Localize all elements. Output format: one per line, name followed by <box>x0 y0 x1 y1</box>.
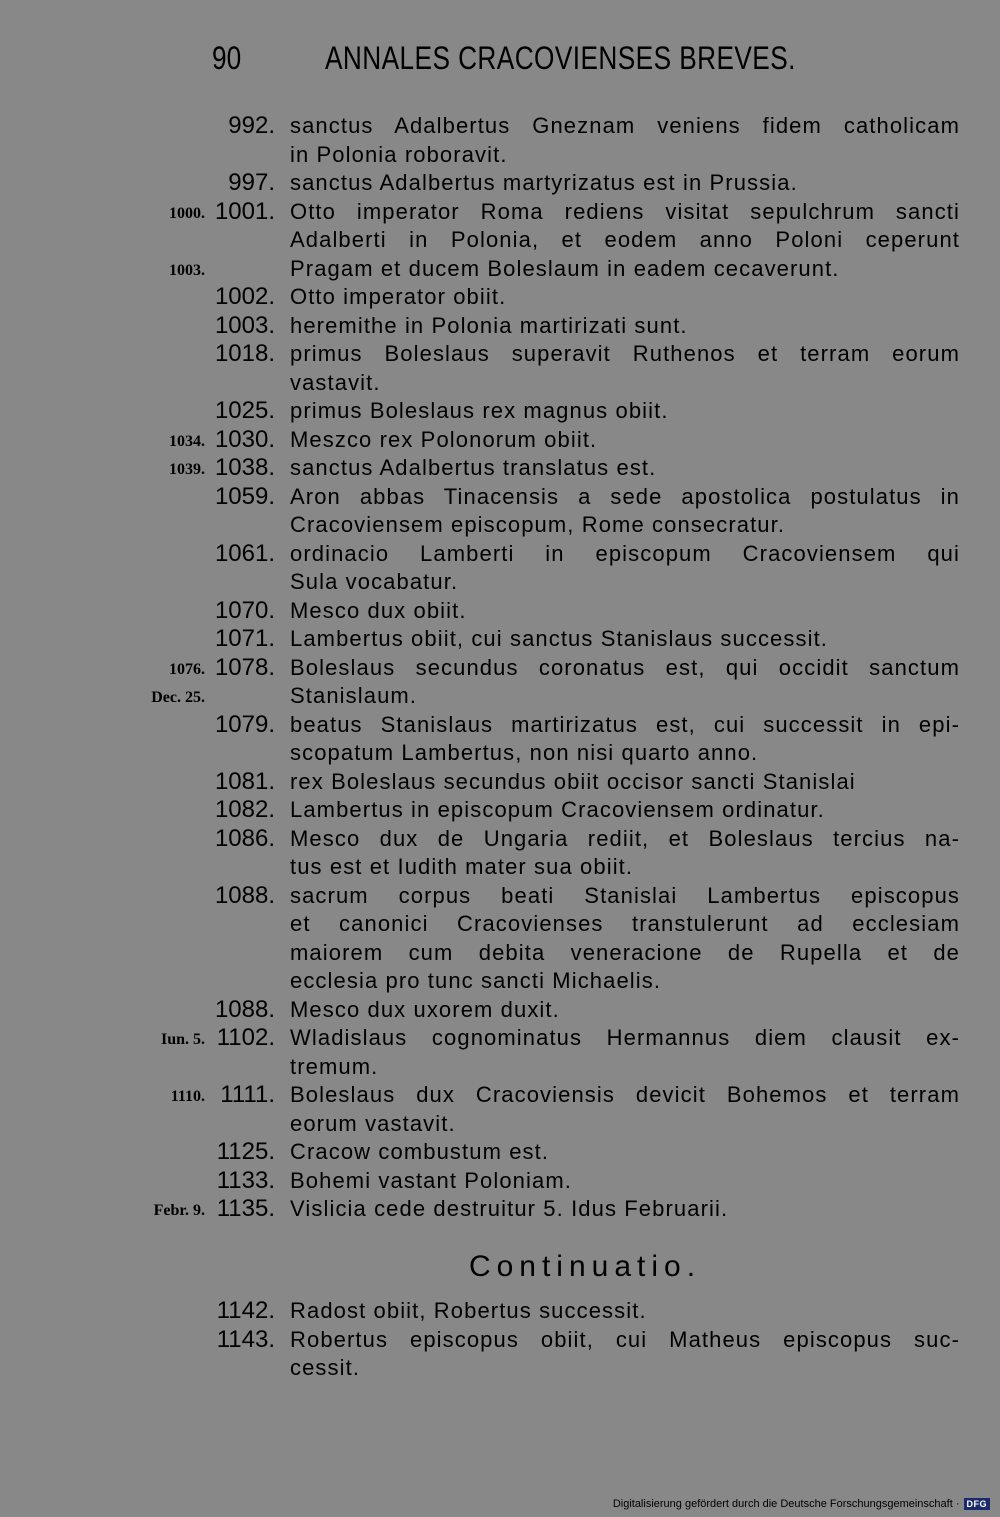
section-heading-continuatio: Continuatio. <box>468 1250 702 1283</box>
side-note: 1076. <box>169 660 205 678</box>
entry-year: 1038. <box>214 454 275 481</box>
entry-year: 1088. <box>214 881 275 909</box>
side-note: Iun. 5. <box>160 1031 205 1048</box>
entry-year: 1125. <box>216 1138 275 1165</box>
entry-text: Sula vocabatur. <box>290 569 459 594</box>
page-header <box>0 40 1000 80</box>
entry-text: Radost obiit, Robertus successit. <box>290 1298 647 1323</box>
entry-text: eorum vastavit. <box>290 1110 456 1136</box>
entry-year: 1025. <box>214 397 275 424</box>
entry-text: et canonici Cracovienses transtulerunt ad ecclesiam <box>290 911 960 936</box>
annal-entry <box>0 796 1000 825</box>
entry-line <box>0 1024 1000 1053</box>
annal-entry <box>0 1297 1000 1326</box>
entry-text: Boleslaus secundus coronatus est, qui occidit sanctum <box>290 654 960 680</box>
entry-year: 997. <box>228 169 275 196</box>
entry-year: 1133. <box>216 1166 275 1194</box>
entry-line <box>0 1081 1000 1110</box>
annal-entry <box>0 825 1000 882</box>
entry-text: tus est et Iudith mater sua obiit. <box>290 854 634 879</box>
page-number: 90 <box>212 40 242 76</box>
entry-text: primus Boleslaus superavit Ruthenos et terram eorum <box>290 341 960 366</box>
annal-entry <box>0 198 1000 284</box>
annal-entry <box>0 483 1000 540</box>
entry-text: maiorem cum debita veneracione de Rupella et de <box>290 939 960 965</box>
entry-text: scopatum Lambertus, non nisi quarto anno. <box>290 740 759 765</box>
entry-year: 1142. <box>216 1297 275 1324</box>
entry-text: Wladislaus cognominatus Hermannus diem clausit ex- <box>290 1025 960 1050</box>
annal-entry <box>0 426 1000 455</box>
footer-credit: Digitalisierung gefördert durch die Deutsche Forschungsgemeinschaft · <box>612 1498 960 1510</box>
entry-year: 1079. <box>214 710 275 738</box>
entry-line <box>0 454 1000 483</box>
entry-year: 1086. <box>214 824 275 852</box>
annal-entry <box>0 312 1000 341</box>
entry-line <box>0 1138 1000 1167</box>
annal-entry <box>0 711 1000 768</box>
entry-year: 1018. <box>214 340 275 367</box>
entry-year: 1070. <box>214 596 275 624</box>
annal-entry <box>0 112 1000 169</box>
entry-line <box>0 141 1000 170</box>
entry-line <box>0 796 1000 825</box>
annal-entry <box>0 625 1000 654</box>
entry-line <box>0 369 1000 398</box>
entry-text: beatus Stanislaus martirizatus est, cui successit in epi- <box>290 711 960 737</box>
side-note: 1003. <box>169 261 205 279</box>
entry-line <box>0 910 1000 939</box>
annal-entry <box>0 540 1000 597</box>
entry-text: sacrum corpus beati Stanislai Lambertus episcopus <box>290 882 960 908</box>
entry-line <box>0 1195 1000 1224</box>
entry-line <box>0 597 1000 626</box>
entry-line <box>0 882 1000 911</box>
entry-line <box>0 825 1000 854</box>
entry-line <box>0 397 1000 426</box>
side-note: Dec. 25. <box>151 689 205 706</box>
entry-line <box>0 768 1000 797</box>
entry-text: sanctus Adalbertus Gneznam veniens fidem catholicam <box>290 113 960 138</box>
annal-entry <box>0 169 1000 198</box>
entry-line <box>0 1297 1000 1326</box>
entry-text: Mesco dux uxorem duxit. <box>290 996 560 1022</box>
entry-text: Cracoviensem episcopum, Rome consecratur. <box>290 512 786 537</box>
entry-year: 1001. <box>214 197 275 225</box>
entry-line <box>0 711 1000 740</box>
entry-line <box>0 1167 1000 1196</box>
entry-text: primus Boleslaus rex magnus obiit. <box>290 398 669 423</box>
entry-text: Adalberti in Polonia, et eodem anno Poloni ceperunt <box>290 227 960 252</box>
entry-text: Robertus episcopus obiit, cui Matheus episcopus suc- <box>290 1326 960 1352</box>
entry-year: 1030. <box>214 425 275 453</box>
annal-entry <box>0 283 1000 312</box>
annal-entry <box>0 1167 1000 1196</box>
dfg-logo: DFG <box>964 1498 991 1510</box>
entry-text: rex Boleslaus secundus obiit occisor sancti Stanislai <box>290 768 856 794</box>
side-note: 1034. <box>169 432 205 450</box>
entry-text: Mesco dux obiit. <box>290 597 467 623</box>
entry-year: 1111. <box>220 1081 275 1108</box>
entry-text: vastavit. <box>290 369 381 395</box>
entry-year: 1002. <box>214 283 275 310</box>
annal-entry <box>0 1024 1000 1081</box>
side-note: Febr. 9. <box>153 1202 205 1219</box>
side-note: 1039. <box>169 461 205 478</box>
entry-text: Meszco rex Polonorum obiit. <box>290 426 598 452</box>
entry-text: Stanislaum. <box>290 683 418 708</box>
side-note: 1000. <box>169 204 205 222</box>
entry-text: Vislicia cede destruitur 5. Idus Februarii. <box>290 1196 729 1221</box>
entry-line <box>0 198 1000 227</box>
entry-text: sanctus Adalbertus translatus est. <box>290 455 657 480</box>
entry-text: Aron abbas Tinacensis a sede apostolica postulatus in <box>290 483 960 509</box>
annal-entry <box>0 996 1000 1025</box>
running-title: ANNALES CRACOVIENSES BREVES. <box>325 40 796 76</box>
entry-line <box>0 511 1000 540</box>
annal-entry <box>0 1326 1000 1383</box>
entry-line <box>0 1053 1000 1082</box>
annal-entry <box>0 768 1000 797</box>
entry-text: Lambertus in episcopum Cracoviensem ordinatur. <box>290 797 825 822</box>
entry-line <box>0 112 1000 141</box>
entry-text: cessit. <box>290 1355 361 1380</box>
entry-text: sanctus Adalbertus martyrizatus est in Prussia. <box>290 170 798 195</box>
annal-entry <box>0 340 1000 397</box>
annal-entry <box>0 1138 1000 1167</box>
entry-text: tremum. <box>290 1053 379 1079</box>
entry-text: Cracow combustum est. <box>290 1139 550 1164</box>
entry-text: heremithe in Polonia martirizati sunt. <box>290 312 688 338</box>
entry-year: 1088. <box>214 995 275 1023</box>
entry-text: Bohemi vastant Poloniam. <box>290 1167 572 1193</box>
footer <box>613 1495 990 1513</box>
entry-year: 1102. <box>216 1024 275 1051</box>
annal-entry <box>0 454 1000 483</box>
entry-year: 1081. <box>214 767 275 795</box>
entry-line <box>0 1110 1000 1139</box>
side-note: 1110. <box>170 1088 205 1105</box>
entry-line <box>0 226 1000 255</box>
entry-text: Mesco dux de Ungaria rediit, et Boleslaus tercius na- <box>290 825 960 851</box>
entry-line <box>0 853 1000 882</box>
entry-line <box>0 169 1000 198</box>
annal-entry <box>0 397 1000 426</box>
entry-line <box>0 426 1000 455</box>
entry-line <box>0 483 1000 512</box>
entry-year: 1071. <box>214 625 275 652</box>
entry-line <box>0 540 1000 569</box>
annal-entry <box>0 654 1000 711</box>
entry-text: Otto imperator Roma rediens visitat sepulchrum sancti <box>290 198 960 224</box>
entry-year: 1059. <box>214 482 275 510</box>
entry-line <box>0 312 1000 341</box>
entry-line <box>0 1326 1000 1355</box>
entry-text: Otto imperator obiit. <box>290 284 507 309</box>
entry-line <box>0 1354 1000 1383</box>
entry-line <box>0 340 1000 369</box>
entry-line <box>0 654 1000 683</box>
entry-line <box>0 996 1000 1025</box>
entry-line <box>0 939 1000 968</box>
entry-text: Boleslaus dux Cracoviensis devicit Bohemos et terram <box>290 1082 960 1107</box>
entry-text: ecclesia pro tunc sancti Michaelis. <box>290 968 662 993</box>
entry-line <box>0 682 1000 711</box>
annal-entry <box>0 1081 1000 1138</box>
entry-line <box>0 625 1000 654</box>
entry-year: 1082. <box>214 796 275 823</box>
annal-entry <box>0 1195 1000 1224</box>
entry-year: 992. <box>228 112 275 139</box>
entry-line <box>0 568 1000 597</box>
entry-text: Lambertus obiit, cui sanctus Stanislaus successit. <box>290 626 829 651</box>
entry-line <box>0 967 1000 996</box>
entry-line <box>0 739 1000 768</box>
entry-text: ordinacio Lamberti in episcopum Cracoviensem qui <box>290 540 960 566</box>
continuatio-entries <box>0 1297 1000 1383</box>
entry-year: 1135. <box>216 1195 275 1222</box>
annals-entries <box>0 112 1000 1224</box>
entry-year: 1143. <box>216 1325 275 1353</box>
entry-year: 1061. <box>214 539 275 567</box>
entry-year: 1003. <box>214 311 275 339</box>
entry-text: in Polonia roboravit. <box>290 141 508 167</box>
annal-entry <box>0 882 1000 996</box>
entry-year: 1078. <box>214 653 275 681</box>
entry-line <box>0 283 1000 312</box>
entry-text: Pragam et ducem Boleslaum in eadem cecaverunt. <box>290 255 840 281</box>
annal-entry <box>0 597 1000 626</box>
entry-line <box>0 255 1000 284</box>
